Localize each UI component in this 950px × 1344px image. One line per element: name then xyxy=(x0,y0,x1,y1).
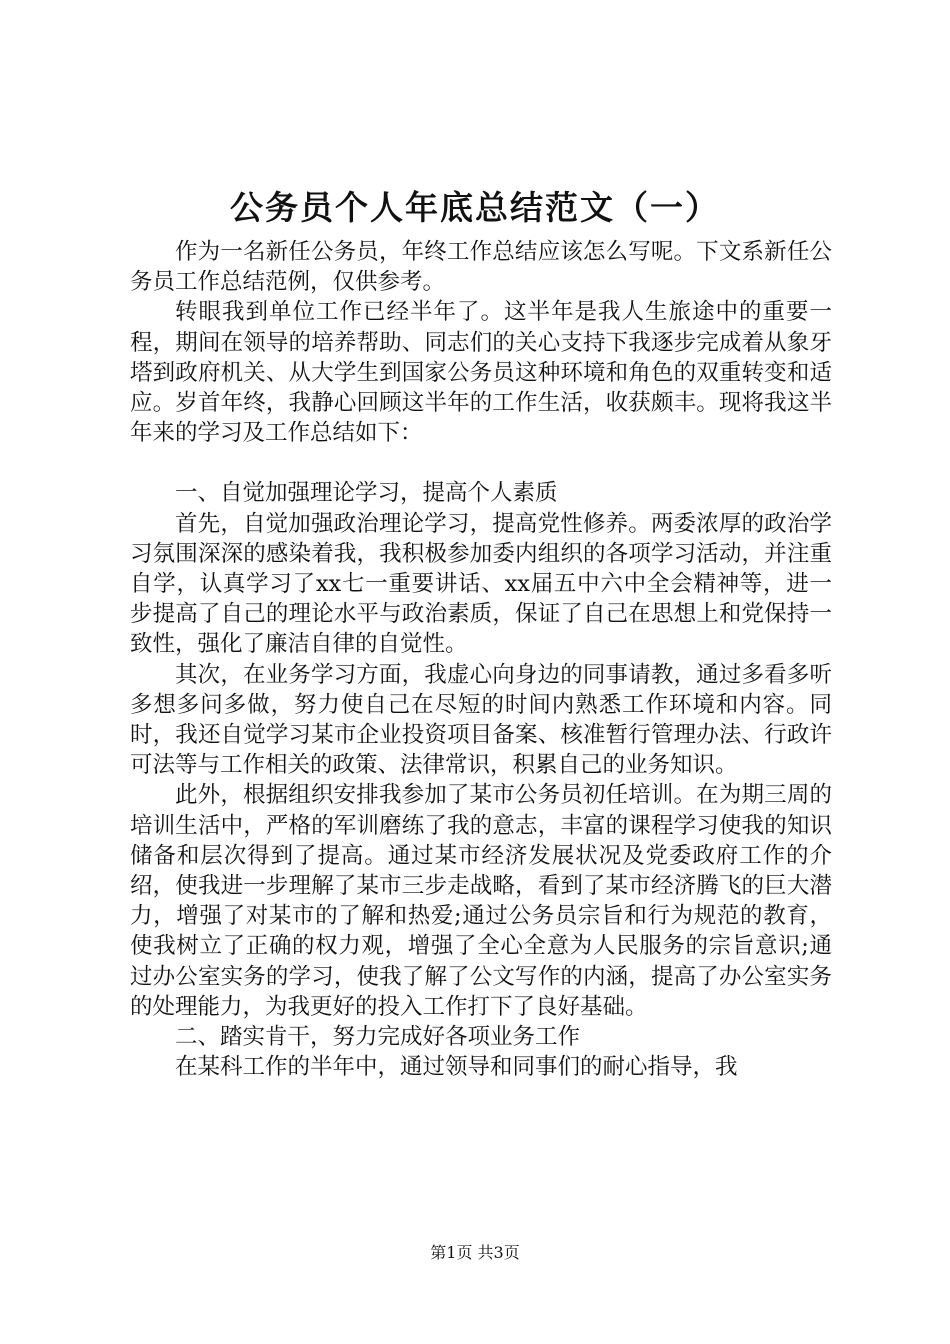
paragraph-work-start: 在某科工作的半年中，通过领导和同事们的耐心指导，我 xyxy=(175,1054,738,1081)
page-number-footer: 第1页 共3页 xyxy=(430,1243,520,1262)
paragraph-political-study: 首先，自觉加强政治理论学习，提高党性修养。两委浓厚的政治学习氛围深深的感染着我，我积极参加委内组织的各项学习活动，并注重自学，认真学习了xx七一重要讲话、xx届五中六中全会精神等，进一步提高了自己的理论水平与政治素质，保证了自己在思想上和党保持一致性，强化了廉洁自律的自觉性。 xyxy=(130,510,832,658)
paragraph-business-study: 其次，在业务学习方面，我虚心向身边的同事请教，通过多看多听多想多问多做，努力使自己在尽短的时间内熟悉工作环境和内容。同时，我还自觉学习某市企业投资项目备案、核准暂行管理办法、行政许可法等与工作相关的政策、法律常识，积累自己的业务知识。 xyxy=(130,661,832,779)
intro-paragraph: 作为一名新任公务员，年终工作总结应该怎么写呢。下文系新任公务员工作总结范例，仅供参考。 xyxy=(130,239,832,296)
paragraph-training: 此外，根据组织安排我参加了某市公务员初任培训。在为期三周的培训生活中，严格的军训磨练了我的意志，丰富的课程学习使我的知识储备和层次得到了提高。通过某市经济发展状况及党委政府工作的介绍，使我进一步理解了某市三步走战略，看到了某市经济腾飞的巨大潜力，增强了对某市的了解和热爱;通过公务员宗旨和行为规范的教育，使我树立了正确的权力观，增强了全心全意为人民服务的宗旨意识;通过办公室实务的学习，使我了解了公文写作的内涵，提高了办公室实务的处理能力，为我更好的投入工作打下了良好基础。 xyxy=(130,782,832,1020)
opening-paragraph: 转眼我到单位工作已经半年了。这半年是我人生旅途中的重要一程，期间在领导的培养帮助、同志们的关心支持下我逐步完成着从象牙塔到政府机关、从大学生到国家公务员这种环境和角色的双重转变和适应。岁首年终，我静心回顾这半年的工作生活，收获颇丰。现将我这半年来的学习及工作总结如下： xyxy=(130,299,832,447)
document-title: 公务员个人年底总结范文（一） xyxy=(230,188,720,227)
document-body xyxy=(130,237,832,1082)
section-heading-2: 二、踏实肯干，努力完成好各项业务工作 xyxy=(175,1024,581,1051)
section-heading-1: 一、自觉加强理论学习，提高个人素质 xyxy=(175,480,558,507)
